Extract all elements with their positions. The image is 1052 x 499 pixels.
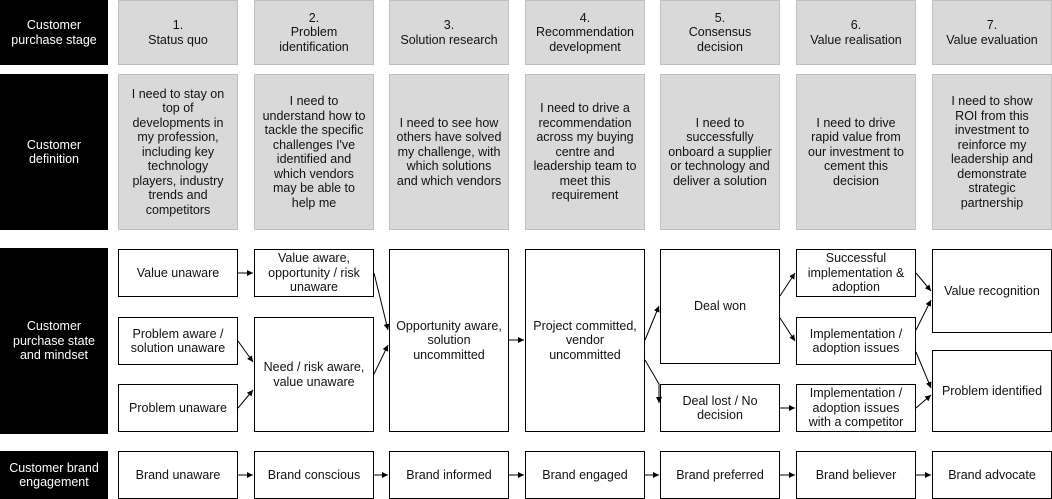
brand-preferred: Brand preferred: [660, 451, 780, 499]
arrow-problem-aware-to-need-risk: [238, 341, 253, 362]
arrow-issues-to-problem: [916, 352, 931, 388]
stage-2: 2. Problem identification: [254, 0, 374, 65]
row-header-state: Customer purchase state and mindset: [0, 248, 108, 434]
brand-engaged: Brand engaged: [525, 451, 645, 499]
state-deal-lost: Deal lost / No decision: [660, 384, 780, 432]
arrow-project-to-deal-lost: [645, 360, 659, 403]
arrow-deal-won-to-successful: [780, 273, 795, 296]
arrow-competitor-to-problem: [916, 395, 931, 408]
row-header-definition: Customer definition: [0, 74, 108, 230]
row-header-stage: Customer purchase stage: [0, 0, 108, 65]
definition-4: I need to drive a recommendation across my buying centre and leadership team to meet this requirement: [525, 74, 645, 230]
definition-6: I need to drive rapid value from our investment to cement this decision: [796, 74, 916, 230]
stage-1: 1. Status quo: [118, 0, 238, 65]
state-problem-identified: Problem identified: [932, 350, 1052, 432]
state-need-risk-aware: Need / risk aware, value unaware: [254, 317, 374, 432]
brand-informed: Brand informed: [389, 451, 509, 499]
state-value-recognition: Value recognition: [932, 249, 1052, 333]
arrow-issues-to-recognition: [916, 300, 931, 330]
arrow-project-to-deal-won: [645, 306, 659, 340]
state-successful-implementation: Successful implementation & adoption: [796, 249, 916, 297]
state-deal-won: Deal won: [660, 249, 780, 364]
definition-3: I need to see how others have solved my challenge, with which solutions and which vendors: [389, 74, 509, 230]
stage-7: 7. Value evaluation: [932, 0, 1052, 65]
definition-5: I need to successfully onboard a supplier or technology and deliver a solution: [660, 74, 780, 230]
definition-7: I need to show ROI from this investment to reinforce my leadership and demonstrate strategic partnership: [932, 74, 1052, 230]
state-opportunity-aware: Opportunity aware, solution uncommitted: [389, 249, 509, 432]
arrow-successful-to-recognition: [916, 273, 931, 291]
state-implementation-issues-competitor: Implementation / adoption issues with a competitor: [796, 384, 916, 432]
state-problem-unaware: Problem unaware: [118, 384, 238, 432]
state-value-aware: Value aware, opportunity / risk unaware: [254, 249, 374, 297]
stage-4: 4. Recommendation development: [525, 0, 645, 65]
stage-3: 3. Solution research: [389, 0, 509, 65]
state-project-committed: Project committed, vendor uncommitted: [525, 249, 645, 432]
arrow-value-aware-to-opportunity: [374, 273, 388, 330]
state-implementation-issues: Implementation / adoption issues: [796, 317, 916, 365]
stage-5: 5. Consensus decision: [660, 0, 780, 65]
definition-2: I need to understand how to tackle the specific challenges I've identified and which vendors may be able to help me: [254, 74, 374, 230]
arrow-deal-won-to-issues: [780, 318, 795, 341]
brand-unaware: Brand unaware: [118, 451, 238, 499]
row-header-engagement: Customer brand engagement: [0, 451, 108, 499]
definition-1: I need to stay on top of developments in my profession, including key technology players, industry trends and competitors: [118, 74, 238, 230]
brand-conscious: Brand conscious: [254, 451, 374, 499]
brand-believer: Brand believer: [796, 451, 916, 499]
state-problem-aware: Problem aware / solution unaware: [118, 317, 238, 365]
arrow-need-risk-to-opportunity: [374, 345, 388, 374]
arrow-problem-unaware-to-need-risk: [238, 390, 253, 408]
brand-advocate: Brand advocate: [932, 451, 1052, 499]
state-value-unaware: Value unaware: [118, 249, 238, 297]
stage-6: 6. Value realisation: [796, 0, 916, 65]
